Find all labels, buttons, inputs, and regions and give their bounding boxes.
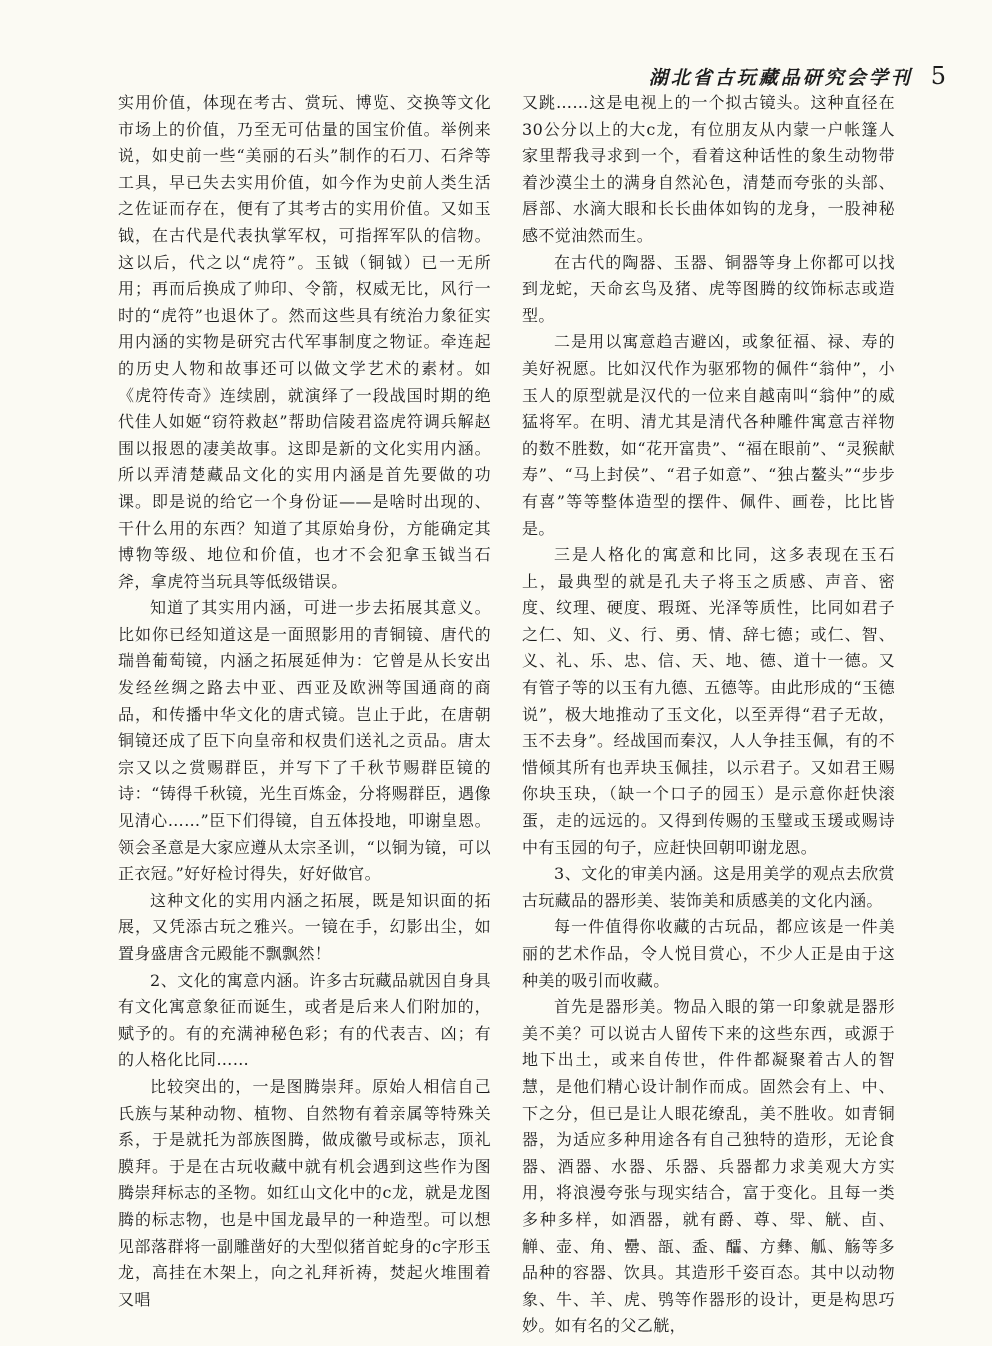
paragraph: 2、文化的寓意内涵。许多古玩藏品就因自身具有文化寓意象征而诞生，或者是后来人们附加的，赋予的。有的充满神秘色彩；有的代表吉、凶；有的人格化比同…… [118,970,491,1070]
paragraph: 在古代的陶器、玉器、铜器等身上你都可以找到龙蛇，天命玄鸟及猪、虎等图腾的纹饰标志或造型。 [522,252,895,325]
paragraph: 3、文化的审美内涵。这是用美学的观点去欣赏古玩藏品的器形美、装饰美和质感美的文化内涵。 [522,864,895,910]
right-column [522,90,895,1340]
left-column [118,90,491,1313]
paragraph: 首先是器形美。物品入眼的第一印象就是器形美不美？可以说古人留传下来的这些东西，或源于地下出土，或来自传世，件件都凝聚着古人的智慧，是他们精心设计制作而成。固然会有上、中、下之分，但已是让人眼花缭乱，美不胜收。如青铜器，为适应多种用途各有自己独特的造形，无论食器、酒器、水器、乐器、兵器都力求美观大方实用，将浪漫夸张与现实结合，富于变化。且每一类多种多样，如酒器，就有爵、尊、斝、觥、卣、觯、壶、角、罍、瓿、盉、醽、方彝、觚、觞等多品种的容器、饮具。其造形千姿百态。其中以动物象、牛、羊、虎、鸮等作器形的设计，更是构思巧妙。如有名的父乙觥， [522,997,895,1336]
page-number: 5 [930,62,946,90]
running-header [649,62,946,90]
paragraph: 每一件值得你收藏的古玩品，都应该是一件美丽的艺术作品，令人悦目赏心，不少人正是由于这种美的吸引而收藏。 [522,917,895,990]
paragraph: 知道了其实用内涵，可进一步去拓展其意义。比如你已经知道这是一面照影用的青铜镜、唐代的瑞兽葡萄镜，内涵之拓展延伸为：它曾是从长安出发经丝绸之路去中亚、西亚及欧洲等国通商的商品，和传播中华文化的唐式镜。岂止于此，在唐朝铜镜还成了臣下向皇帝和权贵们送礼之贡品。唐太宗又以之赏赐群臣，并写下了千秋节赐群臣镜的诗：“铸得千秋镜，光生百炼金，分将赐群臣，遇像见清心……”臣下们得镜，自五体投地，叩谢皇恩。领会圣意是大家应遵从太宗圣训，“以铜为镜，可以正衣冠。”好好检讨得失，好好做官。 [118,598,491,884]
journal-title: 湖北省古玩藏品研究会学刊 [648,67,913,89]
paragraph: 二是用以寓意趋吉避凶，或象征福、禄、寿的美好祝愿。比如汉代作为驱邪物的佩件“翁仲”，小玉人的原型就是汉代的一位来自越南叫“翁仲”的威猛将军。在明、清尤其是清代各种雕件寓意吉祥物的数不胜数，如“花开富贵”、“福在眼前”、“灵猴献寿”、“马上封侯”、“君子如意”、“独占鳌头”“步步有喜”等等整体造型的摆件、佩件、画卷，比比皆是。 [522,332,895,538]
paragraph: 这种文化的实用内涵之拓展，既是知识面的拓展，又凭添古玩之雅兴。一镜在手，幻影出尘，如置身盛唐含元殿能不飘飘然！ [118,890,491,963]
paragraph: 又跳……这是电视上的一个拟古镜头。这种直径在30公分以上的大c龙，有位朋友从内蒙一户帐篷人家里帮我寻求到一个，看着这种话性的象生动物带着沙漠尘土的满身自然沁色，清楚而夸张的头部、唇部、水滴大眼和长长曲体如钩的龙身，一股神秘感不觉油然而生。 [522,93,895,245]
paragraph: 三是人格化的寓意和比同，这多表现在玉石上，最典型的就是孔夫子将玉之质感、声音、密度、纹理、硬度、瑕斑、光泽等质性，比同如君子之仁、知、义、行、勇、情、辞七德；或仁、智、义、礼、乐、忠、信、天、地、德、道十一德。又有管子等的以玉有九德、五德等。由此形成的“玉德说”，极大地推动了玉文化，以至弄得“君子无故，玉不去身”。经战国而秦汉，人人争挂玉佩，有的不惜倾其所有也弄块玉佩挂，以示君子。又如君王赐你块玉玦，（缺一个口子的园玉）是示意你赶快滚蛋，走的远远的。又得到传赐的玉璧或玉瑗或赐诗中有玉园的句子，应赶快回朝叩谢龙恩。 [522,545,895,857]
paragraph: 比较突出的，一是图腾崇拜。原始人相信自己氏族与某种动物、植物、自然物有着亲属等特殊关系，于是就托为部族图腾，做成徽号或标志，顶礼膜拜。于是在古玩收藏中就有机会遇到这些作为图腾崇拜标志的圣物。如红山文化中的c龙，就是龙图腾的标志物，也是中国龙最早的一种造型。可以想见部落群将一副雕凿好的大型似猪首蛇身的c字形玉龙，高挂在木架上，向之礼拜祈祷，焚起火堆围着又唱 [118,1076,491,1309]
paragraph: 实用价值，体现在考古、赏玩、博览、交换等文化市场上的价值，乃至无可估量的国宝价值。举例来说，如史前一些“美丽的石头”制作的石刀、石斧等工具，早已失去实用价值，如今作为史前人类生活之佐证而存在，便有了其考古的实用价值。又如玉钺，在古代是代表执掌军权，可指挥军队的信物。这以后，代之以“虎符”。玉钺（铜钺）已一无所用；再而后换成了帅印、令箭，权威无比，风行一时的“虎符”也退休了。然而这些具有统治力象征实用内涵的实物是研究古代军事制度之物证。牵连起的历史人物和故事还可以做文学艺术的素材。如《虎符传奇》连续剧，就演绎了一段战国时期的绝代佳人如姬“窃符救赵”帮助信陵君盗虎符调兵解赵围以报恩的凄美故事。这即是新的文化实用内涵。所以弄清楚藏品文化的实用内涵是首先要做的功课。即是说的给它一个身份证——是啥时出现的、干什么用的东西？知道了其原始身份，方能确定其博物等级、地位和价值，也才不会犯拿玉钺当石斧，拿虎符当玩具等低级错误。 [118,93,491,591]
